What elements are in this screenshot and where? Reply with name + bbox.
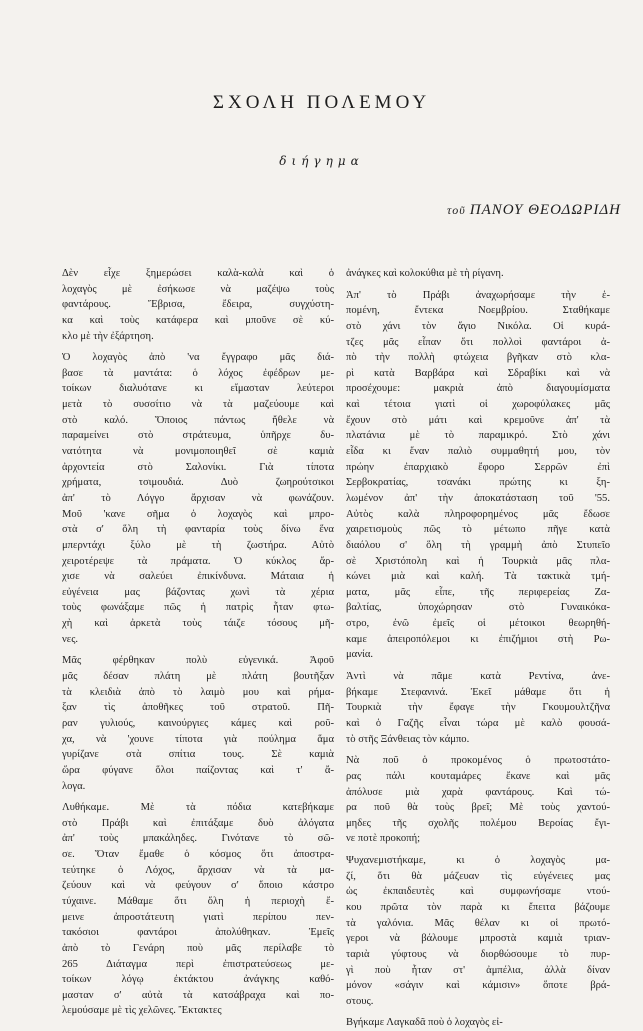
text-line: κώνει μιὰ καὶ καλή. Τὰ τακτικὰ τμή- [346, 571, 610, 583]
text-line: στους. [346, 995, 374, 1007]
text-line: νατότητα νὰ μονιμοποιηθεῖ σὲ καμιὰ [62, 446, 334, 458]
text-line: μᾶς δέσαν πλάτη μὲ πλάτη βουτῆξαν [62, 671, 334, 683]
text-line: στὸ χάνι τὸν ἅγιο Νικόλα. Οἱ κυρά- [346, 320, 610, 332]
text-line: ἀπόλυσε μιὰ χαρὰ φαντάρους. Καὶ τώ- [346, 786, 610, 798]
text-line: τεύτηκε ὁ Λόχος, ἄρχισαν νὰ τὰ μα- [62, 864, 334, 876]
text-line: ὥρα φύγανε ὅλοι παίζοντας καὶ τ' ἄ- [62, 764, 334, 776]
text-line: Ἀντὶ νὰ πᾶμε κατὰ Ρεντίνα, ἀνε- [346, 671, 610, 683]
text-line: μανία. [346, 649, 374, 661]
text-line: λωμένον ἀπ' τὴν ἀποκατάσταση τοῦ '55. [346, 492, 610, 504]
text-line: μετὰ τὸ συσσίτιο νὰ τὰ μαζεύουμε καὶ [62, 399, 334, 411]
text-line: φαντάρους. Ἔβρισα, ἔδειρα, συγχύστη- [62, 299, 334, 311]
story-title: ΣΧΟΛΗ ΠΟΛΕΜΟΥ [212, 92, 431, 113]
text-line: βήκαμε Στεφανινά. Ἐκεῖ μάθαμε ὅτι ἡ [346, 686, 610, 698]
text-line: κα καὶ τοὺς κατάφερα καὶ μποῦνε σὲ κύ- [62, 314, 334, 326]
text-line: Μᾶς φέρθηκαν πολὺ εὐγενικά. Ἀφοῦ [62, 655, 334, 667]
text-line: λοχαγὸς μὲ ἐσήκωσε νὰ μαζέψω τοὺς [62, 283, 334, 295]
text-line: παραμείνει στὸ στράτευμα, ὑπῆρχε δυ- [62, 430, 334, 442]
text-line: ἀπ' τοὺς μπακάληδες. Γινότανε τὸ σῶ- [62, 833, 334, 845]
text-line: τὸ στῆς Ξάνθειας τὸν κάμπο. [346, 733, 470, 745]
text-line: γυρίζανε στὰ σπίτια τους. Σὲ καμιὰ [62, 749, 334, 761]
text-line: ἀρχοντεία στὸ Σαλονίκι. Γιὰ τίποτα [62, 461, 334, 473]
text-line: χισε νὰ σαλεύει ἐπικίνδυνα. Μάταια ἡ [62, 571, 334, 583]
text-line: λογα. [62, 780, 86, 792]
text-line: μηδες τῆς σχολῆς πολέμου Βεροίας ἔγι- [346, 817, 610, 829]
text-line: τὰ γαλόνια. Μᾶς θέλαν κι οἱ πρωτό- [346, 917, 610, 929]
text-line: τύχαινε. Μάθαμε ὅτι ὅλη ἡ περιοχὴ ἔ- [62, 895, 334, 907]
text-line: καμε ἀπειροπόλεμοι κι ἐπιζήμιοι στὴ Ρω- [346, 633, 610, 645]
text-line: Αὐτὸς καλὰ πληροφορημένος μᾶς ἔδωσε [346, 508, 610, 520]
text-line: ἀπ' τὸ Λόγγο ἄρχισαν νὰ φωνάζουν. [62, 492, 334, 504]
author-name: ΠΑΝΟΥ ΘΕΟΔΩΡΙΔΗ [469, 202, 621, 218]
text-line: καὶ ὁ Γαζῆς εἶναι τώρα μὲ καλὸ φουσά- [346, 717, 610, 729]
text-line: λεμούσαμε μὲ τὶς χελῶνες. Ἔκτακτες [62, 1005, 222, 1017]
text-line: μπερντάχι ξύλο μὲ τὴ ζωστήρα. Αὐτὸ [62, 539, 334, 551]
author-prefix: τοῦ [446, 203, 466, 217]
text-column-left [62, 266, 334, 1019]
text-line: ἔχουν στὸ μάτι καὶ κρεμοῦνε ἀπ' τὰ [346, 414, 610, 426]
text-line: μεινε ἀπροστάτευτη γιατὶ περίπου πεν- [62, 911, 334, 923]
text-line: ὡς ἐκπαιδευτὲς καὶ συμφωνήσαμε ντού- [346, 886, 610, 898]
text-line: μασταν σ' αὐτὰ τὰ κατσάβραχα καὶ πο- [62, 989, 334, 1001]
text-line: 265 Διάταγμα περὶ ἐπιστρατεύσεως με- [62, 958, 334, 970]
text-column-right [346, 266, 610, 1031]
text-line: πὸ τὴν πολλὴ φτώχεια βγῆκαν στὸ κλα- [346, 352, 610, 364]
text-line: ραν γυλιούς, καινούργιες κάμες καὶ ροῦ- [62, 717, 334, 729]
text-line: Ψυχανεμιστήκαμε, κι ὁ λοχαγὸς μα- [346, 855, 610, 867]
text-line: γὶ ποὺ ἦταν στ' ἀμπέλια, ἀλλὰ δίναν [346, 964, 610, 976]
text-line: νε ποτὲ προκοπή; [346, 833, 421, 845]
text-line: ματα, μᾶς εἶπε, τῆς περιφερείας Ζα- [346, 586, 610, 598]
text-line: χαιρετισμοὺς πῶς τὸ μέτωπο πῆγε κατὰ [346, 524, 610, 536]
text-line: κου πρῶτα τὸν παρὰ κι ἔπειτα βάζουμε [346, 901, 610, 913]
text-line: βαλτίας, ὑποχώρησαν στὸ Γυναικόκα- [346, 602, 610, 614]
text-line: τακόσιοι φαντάροι ἀπολύθηκαν. Ἐμεῖς [62, 927, 334, 939]
text-line: βασε τὰ μαντάτα: ὁ λόχος ἐφέδρων με- [62, 367, 334, 379]
text-line: ζεύουν καὶ νὰ φεύγουν σ' ὅποιο κάστρο [62, 880, 334, 892]
text-line: στὰ σ' ὅλη τὴ φανταρία τοὺς δίνω ἕνα [62, 524, 334, 536]
text-line: Νὰ ποῦ ὁ προκομένος ὁ πρωτοστάτο- [346, 755, 610, 767]
text-line: τοὺς φωνάξαμε πῶς ἡ πατρὶς ἦταν φτω- [62, 602, 334, 614]
text-line: ρὶ κατὰ Βαρβάρα καὶ Σδραβίκι καὶ νὰ [346, 367, 610, 379]
text-line: καὶ τέτοια γιατὶ οἱ χωροφύλακες μᾶς [346, 399, 610, 411]
text-line: χὴ καὶ ἀρκετὰ τοὺς τάιζε τόσους μῆ- [62, 618, 334, 630]
text-line: διαόλου σ' ὅλη τὴ γραμμὴ ἀπὸ Στυπεῖο [346, 539, 610, 551]
text-line: γεροι νὰ βάλουμε μπροστὰ καμιὰ τριαν- [346, 933, 610, 945]
text-line: ρα ποῦ θὰ τοὺς βρεῖ; Μὲ τοὺς χαντού- [346, 802, 610, 814]
text-line: Ἀπ' τὸ Πράβι ἀναχωρήσαμε τὴν ἑ- [346, 289, 610, 301]
text-line: στὸ καλό. Ὅποιος πάντως ἤθελε νὰ [62, 414, 334, 426]
text-line: Βγήκαμε Λαγκαδᾶ ποὺ ὁ λοχαγὸς εἰ- [346, 1017, 503, 1029]
text-line: Ὁ λοχαγὸς ἀπὸ 'να ἔγγραφο μᾶς διά- [62, 352, 334, 364]
text-line: πλατάνια μὲ τὸ παραμικρό. Στὸ χάνι [346, 430, 610, 442]
text-line: τοίκων διαλυότανε κι εἴμασταν λεύτεροι [62, 383, 334, 395]
text-line: ξαν τὶς ἀποθῆκες τοῦ στρατοῦ. Πῆ- [62, 702, 334, 714]
text-line: Δὲν εἶχε ξημερώσει καλὰ-καλὰ καὶ ὁ [62, 268, 334, 279]
text-line: στρο, ἐνῶ ἐμεῖς οἱ μέτοικοι θεωρηθή- [346, 618, 610, 630]
text-line: χρήματα, τσιμουδιά. Δυὸ ζωηρούτσικοι [62, 477, 334, 489]
text-line: ζί, ὅτι θὰ μάζευαν τὶς εὐγένειες μας [346, 870, 610, 882]
text-line: Σερβοκρατίας, τσανάκι πρώτης κι ξη- [346, 477, 610, 489]
author-line [447, 202, 621, 219]
text-line: Μοῦ 'κανε σῆμα ὁ λοχαγὸς καὶ μπρο- [62, 508, 334, 520]
text-line: τζες μᾶς εἶπαν ὅτι πολλοὶ φαντάροι ἀ- [346, 336, 610, 348]
text-line: σὲ Χριστόπολη καὶ ἡ Τουρκιὰ μᾶς πλα- [346, 555, 610, 567]
text-line: ταριὰ γύφτους νὰ διορθώσουμε τὸ πυρ- [346, 948, 610, 960]
text-line: στὸ Πράβι καὶ ἐπιτάξαμε δυὸ ἀλόγατα [62, 817, 334, 829]
text-line: κλο μὲ τὴν ἐξάρτηση. [62, 330, 154, 342]
text-line: εἶδα κι ἕναν παλιὸ συμμαθητή μου, τὸν [346, 446, 610, 458]
text-line: χα, νὰ 'χουνε τίποτα γιὰ πούλημα ἅμα [62, 733, 334, 745]
text-line: Τουρκιὰ τὴν ἔφαγε τὴν Γκουμουλτζῆνα [346, 702, 610, 714]
text-line: ρας πάλι κουταμάρες ἔκανε καὶ μᾶς [346, 770, 610, 782]
text-line: πρώην ἐπαρχιακὸ ἔφορο Σερρῶν ἐπὶ [346, 461, 610, 473]
text-line: μόνον «σάγιν καὶ κάμισιν» ὅποτε βρά- [346, 980, 610, 992]
text-line: σε. Ὅταν ἔμαθε ὁ κόσμος ὅτι ἀποστρα- [62, 849, 334, 861]
text-line: τοίκων λόγῳ ἐκτάκτου ἀνάγκης καθό- [62, 974, 334, 986]
text-line: εὐγένεια μας βάζοντας χωνὶ τὰ χέρια [62, 586, 334, 598]
text-line: νες. [62, 633, 79, 645]
text-line: πομένη, ἔντεκα Νοεμβρίου. Σταθήκαμε [346, 305, 610, 317]
text-line: ἀνάγκες καὶ κολοκύθια μὲ τὴ ρίγανη. [346, 268, 504, 279]
text-line: τὰ κλειδιὰ ἀπὸ τὸ λαιμὸ μου καὶ ρήμα- [62, 686, 334, 698]
text-line: προσέχουμε: μακριὰ ἀπὸ διαγουμίσματα [346, 383, 610, 395]
text-line: χειροτέρεψε τὰ πράματα. Ὁ κύκλος ἄρ- [62, 555, 334, 567]
text-line: Λυθήκαμε. Μὲ τὰ πόδια κατεβήκαμε [62, 802, 334, 814]
text-line: ἀπὸ τὸ Γενάρη ποὺ μᾶς περίλαβε τὸ [62, 942, 334, 954]
story-subtitle: διήγημα [279, 154, 364, 168]
